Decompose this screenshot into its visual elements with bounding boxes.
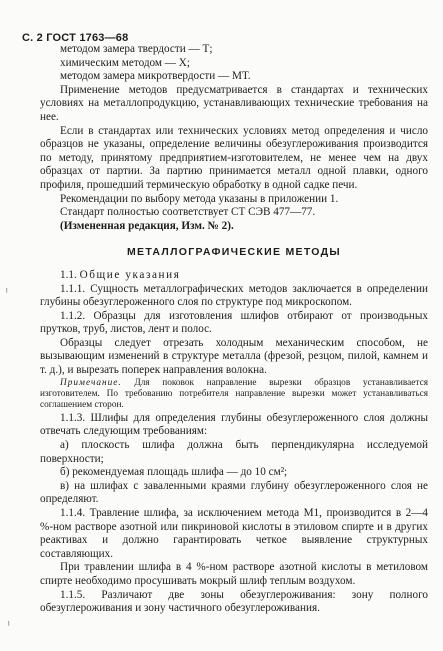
item-1-1-4-drying: При травлении шлифа в 4 %-ном растворе азотной кислоты в метиловом спирте необходимо просушивать мокрый шлиф теплым воздухом. <box>40 561 428 587</box>
note-label: Примечание. <box>60 377 122 388</box>
subsection-title: Общие указания <box>79 268 181 281</box>
paragraph-recommendations: Рекомендации по выбору метода указаны в приложении 1. <box>60 192 339 205</box>
item-1-1-3-a: а) плоскость шлифа должна быть перпендикулярна исследуемой поверхности; <box>40 439 428 465</box>
line-chemical-method: химическим методом — Х; <box>60 56 190 69</box>
paragraph-standard-conformity: Стандарт полностью соответствует СТ СЭВ 477—77. <box>60 206 316 219</box>
margin-mark-bottom: ˡ <box>8 620 10 631</box>
margin-mark: ˡ <box>6 287 8 298</box>
paragraph-default-method: Если в стандартах или технических условиях метод определения и число образцов не указаны, определение величины обезуглероживания производится по методу, принятому предприятием-изготовителем, не менее чем на двух образцах от партии. За партию принимается металл одной плавки, одного профиля, прошедший термическую обработку в одной садке печи. <box>40 124 428 191</box>
item-1-1-1: 1.1.1. Сущность металлографических методов заключается в определении глубины обезуглероженного слоя по структуре под микроскопом. <box>40 282 428 309</box>
document-body <box>40 43 428 616</box>
item-1-1-3-c: в) на шлифах с заваленными краями глубину обезуглероженного слоя не определяют. <box>40 479 428 506</box>
item-1-1-4: 1.1.4. Травление шлифа, за исключением метода М1, производится в 2—4 %-ном растворе азотной или пикриновой кислоты в этиловом спирте и в других реактивах и должно гарантировать четкое выявление структурных составляющих. <box>40 507 428 560</box>
paragraph-methods-application: Применение методов предусматривается в стандартах и технических условиях на металлопродукцию, устанавливающих технические требования на нее. <box>40 83 428 123</box>
line-microhardness-method: методом замера микротвердости — МТ. <box>60 70 251 83</box>
item-1-1-2-cutting: Образцы следует отрезать холодным механическим способом, не вызывающим изменений в структуре металла (фрезой, резцом, пилой, камнем и т. д.), и вырезать поперек направления волокна. <box>40 336 428 377</box>
item-1-1-3-b: б) рекомендуемая площадь шлифа — до 10 см²; <box>60 466 288 479</box>
subsection-number: 1.1. <box>60 268 77 281</box>
item-1-1-3: 1.1.3. Шлифы для определения глубины обезуглероженного слоя должны отвечать следующим требованиям: <box>40 411 428 438</box>
page-header: С. 2 ГОСТ 1763—68 <box>22 32 129 44</box>
item-1-1-2: 1.1.2. Образцы для изготовления шлифов отбирают от производьных прутков, труб, листов, лент и полос. <box>40 309 428 336</box>
item-1-1-5: 1.1.5. Различают две зоны обезуглероживания: зону полного обезуглероживания и зону частичного обезуглероживания. <box>40 588 428 615</box>
note-text: Для поковок направление вырезки образцов устанавливается изготовителем. По требованию потребителя направление вырезки может устанавливаться соглашением сторон. <box>40 377 428 411</box>
line-hardness-method: методом замера твердости — Т; <box>60 43 213 55</box>
note-paragraph <box>40 378 428 412</box>
section-title: МЕТАЛЛОГРАФИЧЕСКИЕ МЕТОДЫ <box>126 246 341 259</box>
subsection-heading <box>40 269 428 283</box>
paragraph-revision-note: (Измененная редакция, Изм. № 2). <box>60 219 234 232</box>
